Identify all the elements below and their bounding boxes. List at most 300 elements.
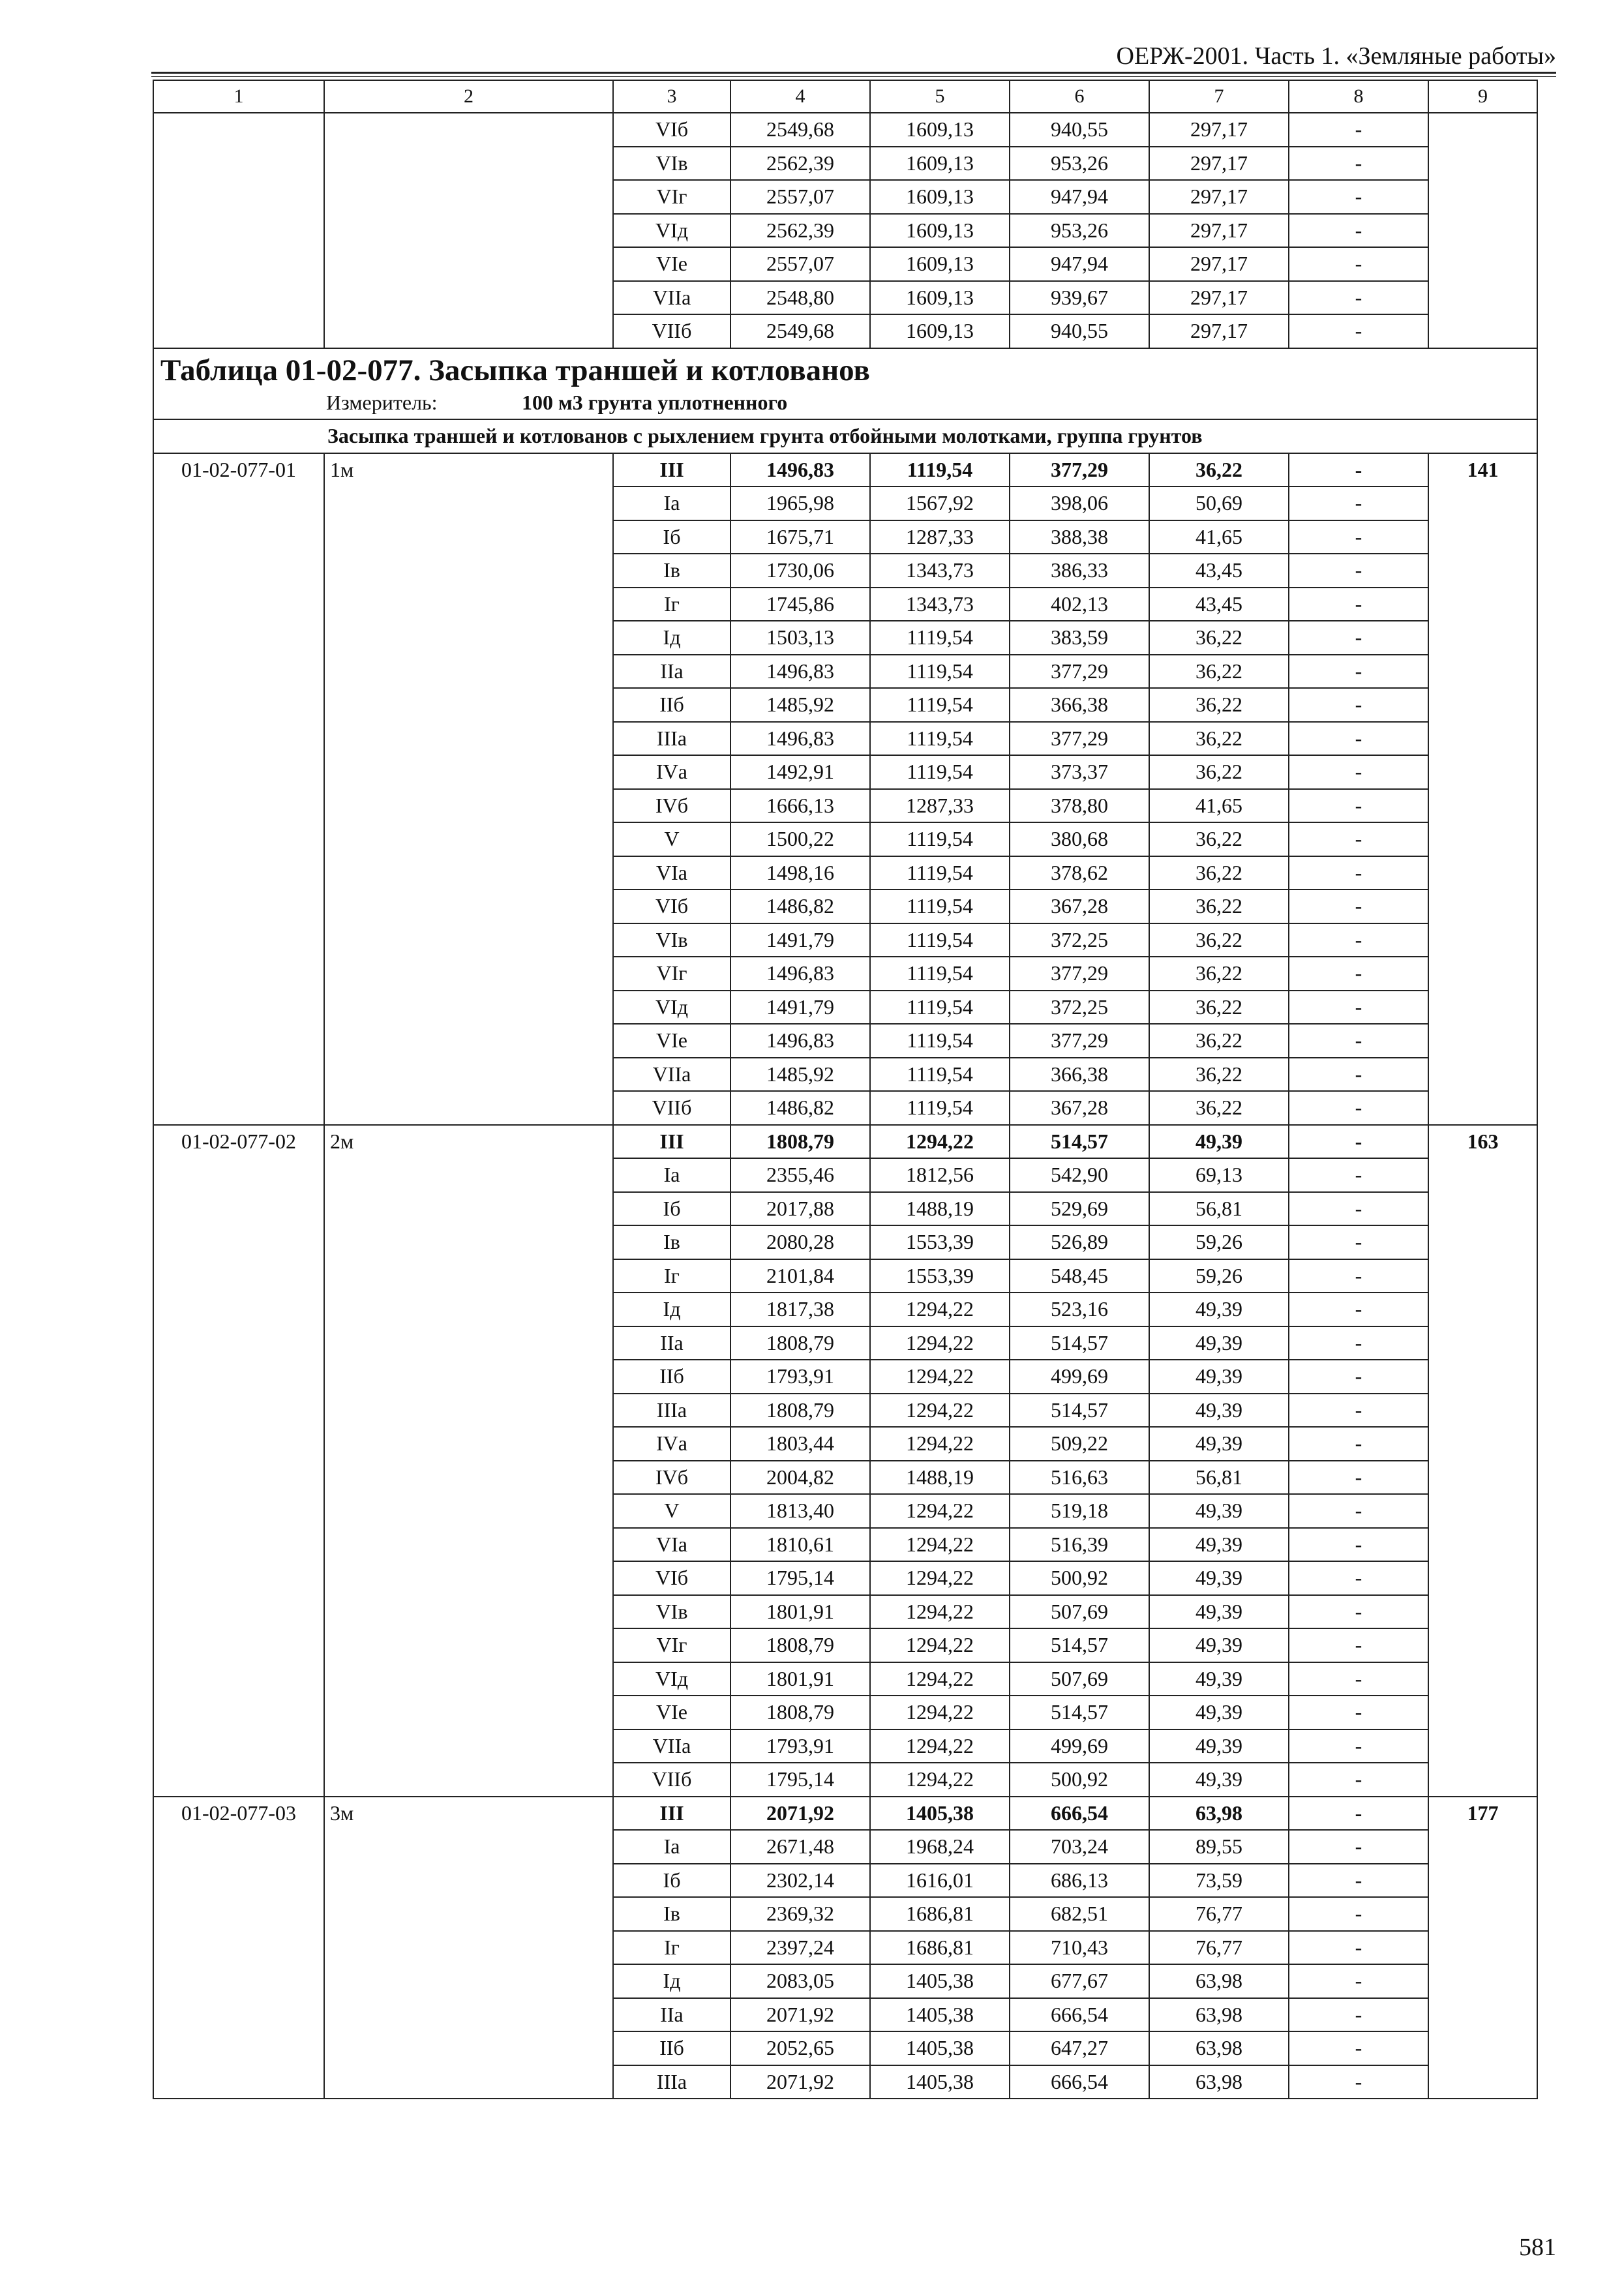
value-cell: 377,29 <box>1010 453 1149 487</box>
value-cell: VIб <box>613 890 730 923</box>
value-cell: 1294,22 <box>870 1293 1010 1326</box>
value-cell: - <box>1289 1259 1428 1293</box>
value-cell: 1488,19 <box>870 1461 1010 1495</box>
value-cell: 1294,22 <box>870 1394 1010 1428</box>
value-cell: 499,69 <box>1010 1360 1149 1394</box>
column-number: 6 <box>1010 80 1149 113</box>
value-cell: 297,17 <box>1149 281 1289 315</box>
value-cell: 297,17 <box>1149 214 1289 248</box>
value-cell: V <box>613 822 730 856</box>
value-cell: 1294,22 <box>870 1595 1010 1629</box>
value-cell: 1119,54 <box>870 923 1010 957</box>
value-cell: 50,69 <box>1149 486 1289 520</box>
value-cell: 59,26 <box>1149 1259 1289 1293</box>
value-cell: 2071,92 <box>730 1797 870 1831</box>
value-cell: - <box>1289 1729 1428 1763</box>
value-cell: 36,22 <box>1149 923 1289 957</box>
value-cell: VIб <box>613 113 730 147</box>
value-cell: 2083,05 <box>730 1964 870 1998</box>
value-cell: VIе <box>613 247 730 281</box>
value-cell: VIIа <box>613 1729 730 1763</box>
value-cell: - <box>1289 991 1428 1025</box>
value-cell: 1119,54 <box>870 1024 1010 1058</box>
value-cell: 1287,33 <box>870 520 1010 554</box>
table-title: Таблица 01-02-077. Засыпка траншей и котлованов <box>160 353 870 387</box>
value-cell: 43,45 <box>1149 554 1289 588</box>
value-cell: VIг <box>613 180 730 214</box>
value-cell: 49,39 <box>1149 1696 1289 1729</box>
value-cell: 1686,81 <box>870 1897 1010 1931</box>
value-cell: 940,55 <box>1010 314 1149 348</box>
value-cell: Iа <box>613 1830 730 1864</box>
value-cell: 377,29 <box>1010 722 1149 756</box>
value-cell: 49,39 <box>1149 1326 1289 1360</box>
value-cell: - <box>1289 856 1428 890</box>
value-cell: 49,39 <box>1149 1763 1289 1797</box>
value-cell: - <box>1289 1864 1428 1898</box>
value-cell: 1503,13 <box>730 621 870 655</box>
value-cell: IIIа <box>613 1394 730 1428</box>
value-cell: 1496,83 <box>730 957 870 991</box>
value-cell: VIIб <box>613 1091 730 1125</box>
col9-cell-empty <box>1428 113 1537 348</box>
column-number: 9 <box>1428 80 1537 113</box>
table-title-row <box>153 348 1537 419</box>
value-cell: 682,51 <box>1010 1897 1149 1931</box>
value-cell: 367,28 <box>1010 890 1149 923</box>
value-cell: - <box>1289 281 1428 315</box>
value-cell: - <box>1289 588 1428 621</box>
table-row <box>153 113 1537 147</box>
value-cell: Iв <box>613 1225 730 1259</box>
value-cell: 1405,38 <box>870 1964 1010 1998</box>
value-cell: 56,81 <box>1149 1461 1289 1495</box>
value-cell: 514,57 <box>1010 1628 1149 1662</box>
running-header: ОЕРЖ-2001. Часть 1. «Земляные работы» <box>1116 42 1556 70</box>
value-cell: 1119,54 <box>870 621 1010 655</box>
value-cell: 1294,22 <box>870 1494 1010 1528</box>
value-cell: 49,39 <box>1149 1360 1289 1394</box>
value-cell: 514,57 <box>1010 1696 1149 1729</box>
value-cell: 1795,14 <box>730 1763 870 1797</box>
value-cell: 398,06 <box>1010 486 1149 520</box>
value-cell: 507,69 <box>1010 1595 1149 1629</box>
value-cell: - <box>1289 688 1428 722</box>
value-cell: 41,65 <box>1149 789 1289 823</box>
value-cell: 49,39 <box>1149 1427 1289 1461</box>
value-cell: 297,17 <box>1149 247 1289 281</box>
value-cell: 666,54 <box>1010 1797 1149 1831</box>
value-cell: 380,68 <box>1010 822 1149 856</box>
value-cell: 1801,91 <box>730 1595 870 1629</box>
value-cell: 36,22 <box>1149 991 1289 1025</box>
column-number: 5 <box>870 80 1010 113</box>
value-cell: 2562,39 <box>730 214 870 248</box>
value-cell: 500,92 <box>1010 1763 1149 1797</box>
value-cell: - <box>1289 1360 1428 1394</box>
value-cell: - <box>1289 1225 1428 1259</box>
value-cell: - <box>1289 789 1428 823</box>
value-cell: 1488,19 <box>870 1192 1010 1226</box>
value-cell: 947,94 <box>1010 247 1149 281</box>
norm-description: 2м <box>324 1125 613 1797</box>
value-cell: 1496,83 <box>730 655 870 689</box>
value-cell: 49,39 <box>1149 1729 1289 1763</box>
value-cell: 1968,24 <box>870 1830 1010 1864</box>
value-cell: - <box>1289 890 1428 923</box>
value-cell: IIа <box>613 1998 730 2032</box>
value-cell: 1808,79 <box>730 1628 870 1662</box>
value-cell: - <box>1289 1427 1428 1461</box>
value-cell: 36,22 <box>1149 655 1289 689</box>
value-cell: Iа <box>613 486 730 520</box>
value-cell: 383,59 <box>1010 621 1149 655</box>
value-cell: 43,45 <box>1149 588 1289 621</box>
value-cell: 1813,40 <box>730 1494 870 1528</box>
col9-value: 141 <box>1428 453 1537 1125</box>
value-cell: 1616,01 <box>870 1864 1010 1898</box>
value-cell: - <box>1289 1897 1428 1931</box>
value-cell: - <box>1289 957 1428 991</box>
value-cell: 36,22 <box>1149 957 1289 991</box>
value-cell: - <box>1289 1192 1428 1226</box>
value-cell: IIа <box>613 1326 730 1360</box>
value-cell: VIIа <box>613 1058 730 1092</box>
value-cell: 49,39 <box>1149 1293 1289 1326</box>
value-cell: 59,26 <box>1149 1225 1289 1259</box>
value-cell: 63,98 <box>1149 1998 1289 2032</box>
value-cell: 2355,46 <box>730 1158 870 1192</box>
value-cell: 1666,13 <box>730 789 870 823</box>
value-cell: IIб <box>613 1360 730 1394</box>
value-cell: 388,38 <box>1010 520 1149 554</box>
value-cell: 516,63 <box>1010 1461 1149 1495</box>
value-cell: 373,37 <box>1010 755 1149 789</box>
value-cell: 526,89 <box>1010 1225 1149 1259</box>
value-cell: 1803,44 <box>730 1427 870 1461</box>
value-cell: 76,77 <box>1149 1931 1289 1965</box>
value-cell: - <box>1289 1058 1428 1092</box>
value-cell: - <box>1289 147 1428 181</box>
value-cell: 297,17 <box>1149 147 1289 181</box>
value-cell: 1294,22 <box>870 1326 1010 1360</box>
value-cell: 366,38 <box>1010 688 1149 722</box>
value-cell: 36,22 <box>1149 856 1289 890</box>
value-cell: 1119,54 <box>870 991 1010 1025</box>
value-cell: 386,33 <box>1010 554 1149 588</box>
value-cell: 1294,22 <box>870 1763 1010 1797</box>
value-cell: - <box>1289 1091 1428 1125</box>
value-cell: 2549,68 <box>730 113 870 147</box>
value-cell: VIв <box>613 923 730 957</box>
value-cell: 1498,16 <box>730 856 870 890</box>
value-cell: - <box>1289 1998 1428 2032</box>
value-cell: 529,69 <box>1010 1192 1149 1226</box>
value-cell: 523,16 <box>1010 1293 1149 1326</box>
value-cell: 1119,54 <box>870 957 1010 991</box>
value-cell: 2080,28 <box>730 1225 870 1259</box>
value-cell: 1675,71 <box>730 520 870 554</box>
value-cell: 1119,54 <box>870 1091 1010 1125</box>
value-cell: 953,26 <box>1010 147 1149 181</box>
value-cell: 703,24 <box>1010 1830 1149 1864</box>
value-cell: 1793,91 <box>730 1729 870 1763</box>
value-cell: 686,13 <box>1010 1864 1149 1898</box>
value-cell: 2302,14 <box>730 1864 870 1898</box>
value-cell: 36,22 <box>1149 1091 1289 1125</box>
value-cell: - <box>1289 1024 1428 1058</box>
value-cell: Iб <box>613 1864 730 1898</box>
value-cell: 49,39 <box>1149 1595 1289 1629</box>
value-cell: 73,59 <box>1149 1864 1289 1898</box>
value-cell: 1485,92 <box>730 688 870 722</box>
value-cell: 41,65 <box>1149 520 1289 554</box>
value-cell: 49,39 <box>1149 1394 1289 1428</box>
value-cell: 402,13 <box>1010 588 1149 621</box>
value-cell: 2071,92 <box>730 2065 870 2099</box>
value-cell: 372,25 <box>1010 991 1149 1025</box>
value-cell: 1119,54 <box>870 688 1010 722</box>
value-cell: 1808,79 <box>730 1696 870 1729</box>
value-cell: 1795,14 <box>730 1561 870 1595</box>
value-cell: 63,98 <box>1149 1797 1289 1831</box>
value-cell: IVб <box>613 789 730 823</box>
measure-label: Измеритель: <box>326 390 438 414</box>
norm-code: 01-02-077-01 <box>153 453 324 1125</box>
column-number: 4 <box>730 80 870 113</box>
code-cell-empty <box>153 113 324 348</box>
value-cell: 76,77 <box>1149 1897 1289 1931</box>
value-cell: III <box>613 1797 730 1831</box>
value-cell: 1119,54 <box>870 822 1010 856</box>
value-cell: 49,39 <box>1149 1662 1289 1696</box>
value-cell: Iг <box>613 588 730 621</box>
value-cell: 1492,91 <box>730 755 870 789</box>
value-cell: 36,22 <box>1149 688 1289 722</box>
value-cell: 63,98 <box>1149 2065 1289 2099</box>
value-cell: - <box>1289 520 1428 554</box>
value-cell: Iв <box>613 554 730 588</box>
value-cell: - <box>1289 486 1428 520</box>
value-cell: 36,22 <box>1149 822 1289 856</box>
value-cell: 36,22 <box>1149 722 1289 756</box>
value-cell: - <box>1289 1662 1428 1696</box>
value-cell: - <box>1289 214 1428 248</box>
value-cell: - <box>1289 923 1428 957</box>
value-cell: 647,27 <box>1010 2031 1149 2065</box>
value-cell: IIб <box>613 688 730 722</box>
value-cell: - <box>1289 1595 1428 1629</box>
measure-line <box>154 388 1537 419</box>
value-cell: Iб <box>613 1192 730 1226</box>
desc-cell-empty <box>324 113 613 348</box>
value-cell: 1294,22 <box>870 1729 1010 1763</box>
value-cell: - <box>1289 1696 1428 1729</box>
value-cell: - <box>1289 314 1428 348</box>
value-cell: 36,22 <box>1149 1024 1289 1058</box>
value-cell: 56,81 <box>1149 1192 1289 1226</box>
value-cell: 1496,83 <box>730 453 870 487</box>
value-cell: 2397,24 <box>730 1931 870 1965</box>
value-cell: 2671,48 <box>730 1830 870 1864</box>
value-cell: - <box>1289 1494 1428 1528</box>
value-cell: Iд <box>613 1293 730 1326</box>
value-cell: 372,25 <box>1010 923 1149 957</box>
table-title-cell <box>153 348 1537 419</box>
value-cell: - <box>1289 2031 1428 2065</box>
value-cell: 1609,13 <box>870 314 1010 348</box>
value-cell: Iг <box>613 1259 730 1293</box>
value-cell: 378,62 <box>1010 856 1149 890</box>
value-cell: - <box>1289 2065 1428 2099</box>
value-cell: 1486,82 <box>730 890 870 923</box>
value-cell: 940,55 <box>1010 113 1149 147</box>
value-cell: 36,22 <box>1149 621 1289 655</box>
value-cell: VIб <box>613 1561 730 1595</box>
table-row <box>153 453 1537 487</box>
value-cell: 509,22 <box>1010 1427 1149 1461</box>
norm-code: 01-02-077-02 <box>153 1125 324 1797</box>
value-cell: 378,80 <box>1010 789 1149 823</box>
column-number: 1 <box>153 80 324 113</box>
value-cell: 49,39 <box>1149 1494 1289 1528</box>
value-cell: 1119,54 <box>870 890 1010 923</box>
value-cell: 514,57 <box>1010 1125 1149 1159</box>
value-cell: 1808,79 <box>730 1326 870 1360</box>
value-cell: VIг <box>613 1628 730 1662</box>
value-cell: - <box>1289 1158 1428 1192</box>
value-cell: IIб <box>613 2031 730 2065</box>
value-cell: 1294,22 <box>870 1360 1010 1394</box>
value-cell: 1405,38 <box>870 1797 1010 1831</box>
value-cell: 1343,73 <box>870 588 1010 621</box>
column-number: 7 <box>1149 80 1289 113</box>
value-cell: 1808,79 <box>730 1394 870 1428</box>
value-cell: - <box>1289 1964 1428 1998</box>
value-cell: 1745,86 <box>730 588 870 621</box>
value-cell: - <box>1289 180 1428 214</box>
value-cell: 63,98 <box>1149 2031 1289 2065</box>
value-cell: 1119,54 <box>870 453 1010 487</box>
value-cell: 69,13 <box>1149 1158 1289 1192</box>
value-cell: 2548,80 <box>730 281 870 315</box>
value-cell: VIа <box>613 1528 730 1562</box>
value-cell: VIв <box>613 1595 730 1629</box>
header-rule-thin <box>151 76 1556 77</box>
value-cell: 1500,22 <box>730 822 870 856</box>
value-cell: 1491,79 <box>730 923 870 957</box>
value-cell: 2052,65 <box>730 2031 870 2065</box>
value-cell: VIд <box>613 214 730 248</box>
value-cell: 1609,13 <box>870 214 1010 248</box>
header-rule <box>151 72 1556 74</box>
value-cell: - <box>1289 1394 1428 1428</box>
value-cell: - <box>1289 1763 1428 1797</box>
value-cell: Iд <box>613 621 730 655</box>
value-cell: 36,22 <box>1149 453 1289 487</box>
norm-description: 3м <box>324 1797 613 2099</box>
value-cell: 939,67 <box>1010 281 1149 315</box>
value-cell: 2369,32 <box>730 1897 870 1931</box>
value-cell: - <box>1289 655 1428 689</box>
value-cell: IVа <box>613 755 730 789</box>
value-cell: 1119,54 <box>870 856 1010 890</box>
value-cell: 36,22 <box>1149 755 1289 789</box>
value-cell: V <box>613 1494 730 1528</box>
col9-value: 177 <box>1428 1797 1537 2099</box>
value-cell: 1294,22 <box>870 1696 1010 1729</box>
value-cell: 1294,22 <box>870 1528 1010 1562</box>
value-cell: 2071,92 <box>730 1998 870 2032</box>
value-cell: 1119,54 <box>870 722 1010 756</box>
value-cell: 1609,13 <box>870 247 1010 281</box>
value-cell: 519,18 <box>1010 1494 1149 1528</box>
value-cell: 1801,91 <box>730 1662 870 1696</box>
subheading: Засыпка траншей и котлованов с рыхлением грунта отбойными молотками, группа грунтов <box>153 419 1537 453</box>
value-cell: 1609,13 <box>870 180 1010 214</box>
value-cell: VIд <box>613 991 730 1025</box>
value-cell: - <box>1289 621 1428 655</box>
value-cell: 1812,56 <box>870 1158 1010 1192</box>
value-cell: 1485,92 <box>730 1058 870 1092</box>
column-number: 8 <box>1289 80 1428 113</box>
value-cell: 666,54 <box>1010 1998 1149 2032</box>
value-cell: 2562,39 <box>730 147 870 181</box>
value-cell: Iд <box>613 1964 730 1998</box>
value-cell: 2557,07 <box>730 180 870 214</box>
value-cell: - <box>1289 755 1428 789</box>
value-cell: 49,39 <box>1149 1561 1289 1595</box>
value-cell: 1287,33 <box>870 789 1010 823</box>
value-cell: 1553,39 <box>870 1259 1010 1293</box>
value-cell: 1405,38 <box>870 2065 1010 2099</box>
value-cell: 953,26 <box>1010 214 1149 248</box>
value-cell: VIа <box>613 856 730 890</box>
value-cell: 1491,79 <box>730 991 870 1025</box>
value-cell: - <box>1289 1931 1428 1965</box>
value-cell: 297,17 <box>1149 113 1289 147</box>
table-row <box>153 1125 1537 1159</box>
value-cell: 2101,84 <box>730 1259 870 1293</box>
value-cell: 89,55 <box>1149 1830 1289 1864</box>
value-cell: VIд <box>613 1662 730 1696</box>
value-cell: 377,29 <box>1010 655 1149 689</box>
value-cell: 1496,83 <box>730 1024 870 1058</box>
value-cell: VIIа <box>613 281 730 315</box>
value-cell: 1119,54 <box>870 755 1010 789</box>
value-cell: - <box>1289 113 1428 147</box>
value-cell: 1609,13 <box>870 113 1010 147</box>
table-row <box>153 1797 1537 1831</box>
value-cell: 1119,54 <box>870 1058 1010 1092</box>
value-cell: 1294,22 <box>870 1662 1010 1696</box>
value-cell: VIе <box>613 1696 730 1729</box>
value-cell: - <box>1289 1628 1428 1662</box>
value-cell: Iг <box>613 1931 730 1965</box>
value-cell: 548,45 <box>1010 1259 1149 1293</box>
col9-value: 163 <box>1428 1125 1537 1797</box>
value-cell: - <box>1289 1797 1428 1831</box>
measure-value: 100 м3 грунта уплотненного <box>522 390 788 414</box>
value-cell: 507,69 <box>1010 1662 1149 1696</box>
value-cell: IVб <box>613 1461 730 1495</box>
value-cell: VIе <box>613 1024 730 1058</box>
value-cell: IIа <box>613 655 730 689</box>
subheading-row <box>153 419 1537 453</box>
column-number-row <box>153 80 1537 113</box>
value-cell: IIIа <box>613 722 730 756</box>
value-cell: 367,28 <box>1010 1091 1149 1125</box>
